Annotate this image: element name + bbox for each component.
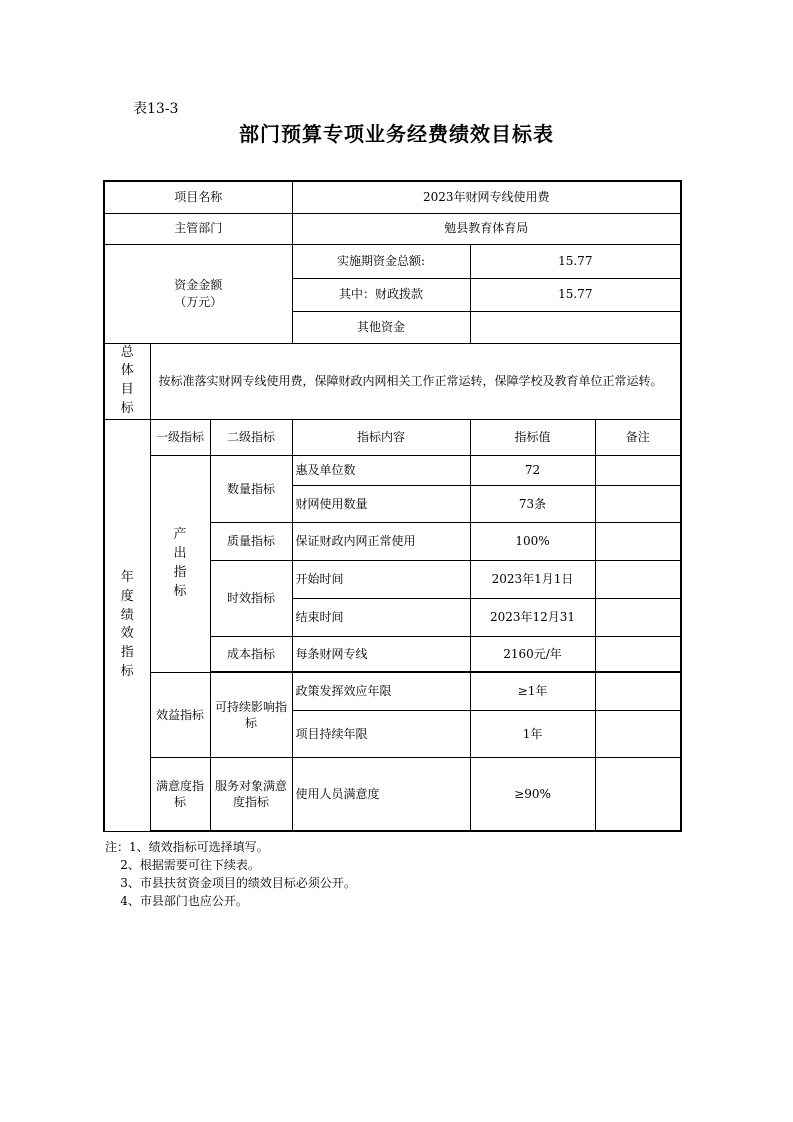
benefit-label: 效益指标 <box>150 672 210 757</box>
department-label: 主管部门 <box>104 213 292 244</box>
indicator-value: 100% <box>470 522 595 560</box>
indicator-remark <box>595 522 681 560</box>
indicator-content: 保证财政内网正常使用 <box>292 522 470 560</box>
indicator-remark <box>595 757 681 831</box>
header-remark: 备注 <box>595 419 681 455</box>
indicator-remark <box>595 455 681 485</box>
footnote: 2、根据需要可往下续表。 <box>105 858 260 872</box>
funds-total-label: 实施期资金总额: <box>292 244 470 278</box>
funds-total-row <box>104 244 681 278</box>
annual-label: 年度绩效指标 <box>120 569 134 680</box>
project-name-value: 2023年财网专线使用费 <box>292 181 681 213</box>
objective-label: 总体目标 <box>120 344 134 417</box>
indicator-value: 2023年1月1日 <box>470 560 595 598</box>
indicator-content: 项目持续年限 <box>292 710 470 757</box>
objective-label-cell <box>104 343 150 419</box>
funds-unit: （万元） <box>174 294 223 309</box>
header-level1: 一级指标 <box>150 419 210 455</box>
header-value: 指标值 <box>470 419 595 455</box>
funds-other-label: 其他资金 <box>292 311 470 343</box>
page-title: 部门预算专项业务经费绩效目标表 <box>239 122 554 146</box>
time-label: 时效指标 <box>210 560 292 636</box>
indicator-content: 惠及单位数 <box>292 455 470 485</box>
footnote: 4、市县部门也应公开。 <box>105 894 248 908</box>
indicator-value: 73条 <box>470 485 595 522</box>
indicator-content: 每条财网专线 <box>292 636 470 671</box>
output-label-cell <box>150 455 210 672</box>
funds-fiscal-label: 其中：财政拨款 <box>292 278 470 311</box>
cost-label: 成本指标 <box>210 636 292 671</box>
indicator-remark <box>595 598 681 636</box>
indicator-content: 政策发挥效应年限 <box>292 672 470 710</box>
quality-label: 质量指标 <box>210 522 292 560</box>
performance-target-table <box>103 180 682 832</box>
indicator-value: 2023年12月31 <box>470 598 595 636</box>
sustain-label: 可持续影响指标 <box>210 672 292 757</box>
indicator-value: 2160元/年 <box>470 636 595 671</box>
indicator-value: ≥90% <box>470 757 595 831</box>
indicator-remark <box>595 485 681 522</box>
indicator-value: 72 <box>470 455 595 485</box>
footnote: 3、市县扶贫资金项目的绩效目标必须公开。 <box>105 876 356 890</box>
output-label: 产出指标 <box>173 527 187 599</box>
indicator-value: 1年 <box>470 710 595 757</box>
table-row <box>104 757 681 831</box>
indicator-header-row <box>104 419 681 455</box>
indicator-value: ≥1年 <box>470 672 595 710</box>
funds-other-value <box>470 311 681 343</box>
indicator-remark <box>595 710 681 757</box>
quantity-label: 数量指标 <box>210 455 292 522</box>
indicator-remark <box>595 636 681 671</box>
indicator-content: 开始时间 <box>292 560 470 598</box>
funds-label-cell <box>104 244 292 343</box>
indicator-content: 财网使用数量 <box>292 485 470 522</box>
footnotes <box>105 838 356 910</box>
project-name-label: 项目名称 <box>104 181 292 213</box>
table-number: 表13-3 <box>133 101 179 117</box>
indicator-remark <box>595 560 681 598</box>
objective-row <box>104 343 681 419</box>
funds-label: 资金金额 <box>174 278 223 293</box>
indicator-remark <box>595 672 681 710</box>
funds-total-value: 15.77 <box>470 244 681 278</box>
header-level2: 二级指标 <box>210 419 292 455</box>
department-row <box>104 213 681 244</box>
table-row <box>104 455 681 485</box>
table-row <box>104 672 681 710</box>
objective-text: 按标准落实财网专线使用费，保障财政内网相关工作正常运转，保障学校及教育单位正常运转。 <box>150 343 681 419</box>
department-value: 勉县教育体育局 <box>292 213 681 244</box>
funds-fiscal-value: 15.77 <box>470 278 681 311</box>
satisfaction-sub-label: 服务对象满意度指标 <box>210 757 292 831</box>
footnote: 注：1、绩效指标可选择填写。 <box>105 840 269 854</box>
indicator-content: 结束时间 <box>292 598 470 636</box>
header-content: 指标内容 <box>292 419 470 455</box>
satisfaction-label: 满意度指标 <box>150 757 210 831</box>
indicator-content: 使用人员满意度 <box>292 757 470 831</box>
project-name-row <box>104 181 681 213</box>
annual-label-cell <box>104 419 150 831</box>
